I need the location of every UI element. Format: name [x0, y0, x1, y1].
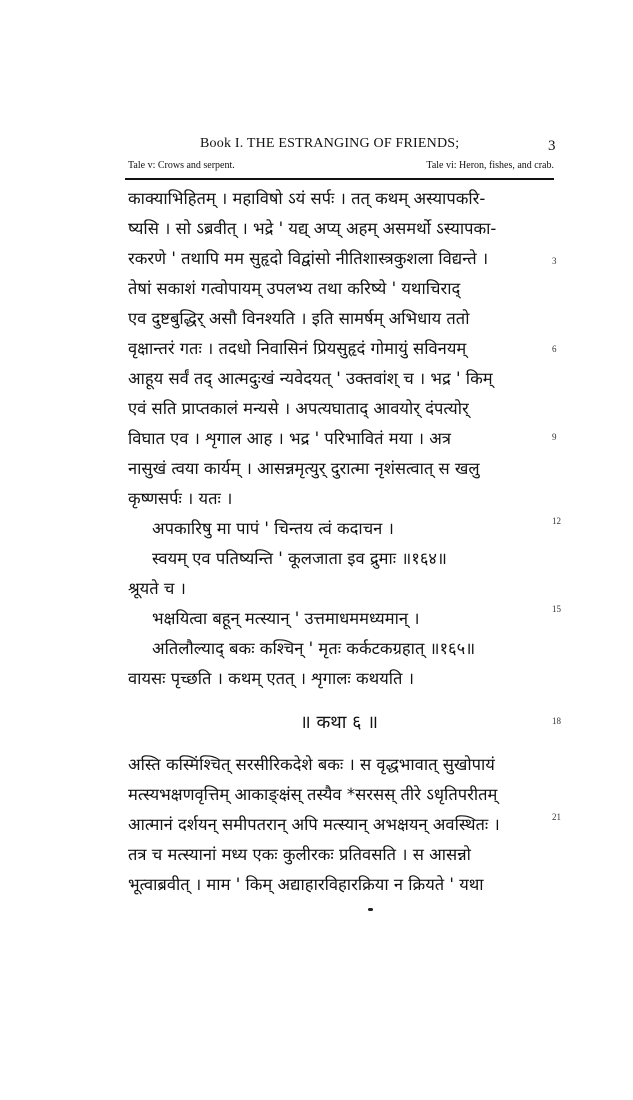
line-number: 6 — [552, 344, 557, 354]
line-number: 12 — [552, 516, 561, 526]
running-head: Book I. THE ESTRANGING OF FRIENDS; — [200, 136, 460, 151]
subheads — [128, 160, 554, 171]
line-number: 18 — [552, 716, 561, 726]
text-line: श्रूयते च । — [128, 579, 186, 598]
text-line: रकरणे ' तथापि मम सुहृदो विद्वांसो नीतिशास्त्रकुशला विद्यन्ते । — [128, 249, 489, 268]
story-heading: ॥ कथा ६ ॥ — [299, 712, 379, 733]
text-line: नासुखं त्वया कार्यम् । आसन्नमृत्युर् दुरात्मा नृशंसत्वात् स खलु — [128, 459, 480, 478]
text-line: आत्मानं दर्शयन् समीपतरान् अपि मत्स्यान् अभक्षयन् अवस्थितः । — [128, 815, 500, 834]
ink-mark — [368, 908, 373, 911]
verse-line: भक्षयित्वा बहून् मत्स्यान् ' उत्तमाधममध्यमान् । — [152, 609, 420, 628]
text-line: तत्र च मत्स्यानां मध्य एकः कुलीरकः प्रतिवसति । स आसन्नो — [128, 845, 471, 864]
text-line: भूत्वाब्रवीत् । माम ' किम् अद्याहारविहारक्रिया न क्रियते ' यथा — [128, 875, 484, 894]
text-line: मत्स्यभक्षणवृत्तिम् आकाङ्क्षंस् तस्यैव *सरसस् तीरे ऽधृतिपरीतम् — [128, 785, 498, 804]
text-line: अस्ति कस्मिंश्चित् सरसीरिकदेशे बकः । स वृद्धभावात् सुखोपायं — [128, 755, 495, 774]
line-number: 21 — [552, 812, 561, 822]
page-number: 3 — [548, 138, 556, 154]
verse-line: स्वयम् एव पतिष्यन्ति ' कूलजाता इव द्रुमाः ॥१६४॥ — [152, 549, 447, 568]
text-line: तेषां सकाशं गत्वोपायम् उपलभ्य तथा करिष्ये ' यथाचिराद् — [128, 279, 461, 298]
text-line: ष्यसि । सो ऽब्रवीत् । भद्रे ' यद्य् अप्य् अहम् असमर्थो ऽस्यापका- — [128, 219, 497, 238]
left-subhead: Tale v: Crows and serpent. — [128, 160, 235, 171]
text-line: विघात एव । शृगाल आह । भद्र ' परिभावितं मया । अत्र — [128, 429, 451, 448]
text-line: काक्याभिहितम् । महाविषो ऽयं सर्पः । तत् कथम् अस्यापकरि- — [128, 189, 486, 208]
right-subhead: Tale vi: Heron, fishes, and crab. — [426, 160, 554, 171]
text-line: वृक्षान्तरं गतः । तदधो निवासिनं प्रियसुहृदं गोमायुं सविनयम् — [128, 339, 467, 358]
text-line: आहूय सर्वं तद् आत्मदुःखं न्यवेदयत् ' उक्तवांश् च । भद्र ' किम् — [128, 369, 493, 388]
text-line: एवं सति प्राप्तकालं मन्यसे । अपत्यघाताद् आवयोर् दंपत्योर् — [128, 399, 469, 418]
text-line: कृष्णसर्पः । यतः । — [128, 489, 233, 508]
text-line: वायसः पृच्छति । कथम् एतत् । शृगालः कथयति । — [128, 669, 414, 688]
text-line: एव दुष्टबुद्धिर् असौ विनश्यति । इति सामर्षम् अभिधाय ततो — [128, 309, 470, 328]
line-number: 3 — [552, 256, 557, 266]
verse-line: अतिलौल्याद् बकः कश्चिन् ' मृतः कर्कटकग्रहात् ॥१६५॥ — [152, 639, 476, 658]
line-number: 15 — [552, 604, 561, 614]
verse-line: अपकारिषु मा पापं ' चिन्तय त्वं कदाचन । — [152, 519, 394, 538]
line-number: 9 — [552, 432, 557, 442]
header-rule — [125, 178, 554, 180]
